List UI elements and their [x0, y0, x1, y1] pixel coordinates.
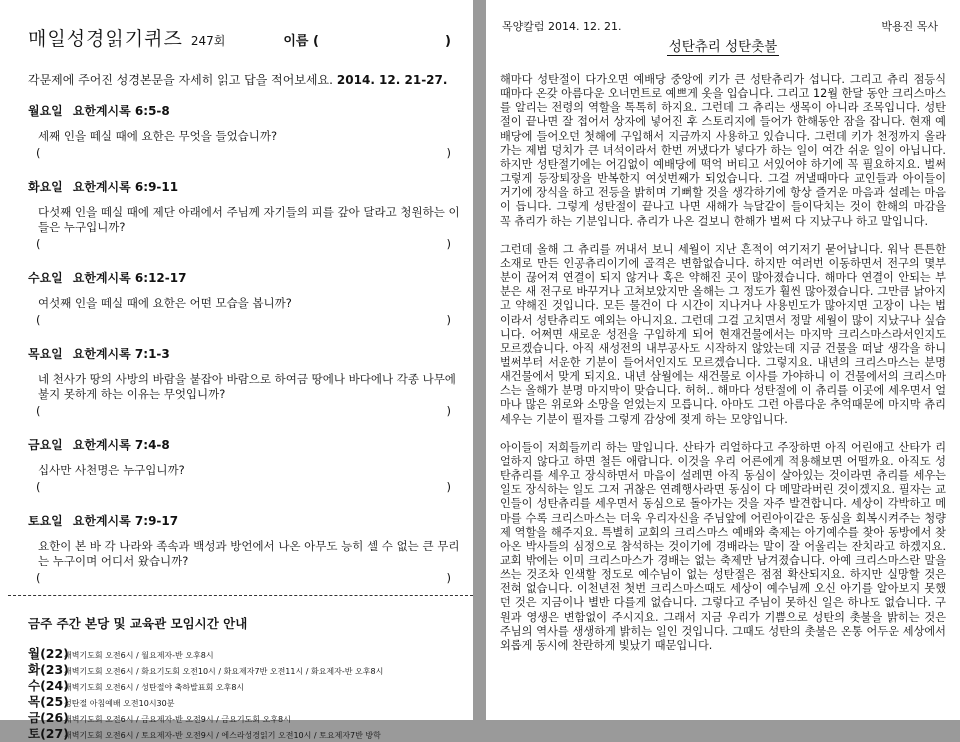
paren-close: ) — [446, 480, 451, 494]
day-scripture-ref: 요한계시록 6:12-17 — [72, 271, 187, 285]
schedule-list — [28, 644, 463, 740]
day-heading — [28, 102, 463, 119]
column-page — [486, 0, 960, 720]
schedule-text: 새벽기도회 오전6시 / 월요제자-반 오후8시 — [64, 651, 214, 660]
paren-open: ( — [36, 313, 41, 327]
schedule-day: 토(27) — [28, 726, 69, 741]
column-paragraph: 그런데 올해 그 츄리를 꺼내서 보니 세월이 지난 흔적이 여기저기 묻어납니다. 워낙 튼튼한 소재로 만든 인공츄리이기에 골격은 변함없습니다. 하지만 여러번 이동하면서 전구의 몇부분이 끊어져 연결이 되지 않거나 혹은 약해진 곳이 많아졌습니다. 해마다 연결이 안되는 부분은 새 전구로 바꾸거나 고쳐보았지만 올해는 그 정도가 훨씬 많아졌습니다. 그만큼 낡아지고 약해진 것입니다. 모든 물건이 다 시간이 지나거나 사용빈도가 많아지면 고장이 나는 법이라서 성탄츄리도 예외는 아니지요. 그런데 그걸 고치면서 정말 세월이 많이 지났구나 싶습니다. 어쩌면 새로운 성전을 구입하게 되어 현재건물에서는 마지막 크리스마스라서인지도 모르겠습니다. 아직 새성전의 내부공사도 시작하지 않았는데 지금 건물을 떠날 생각을 하니 벌써부터 서운한 기분이 들어서인지도 모르겠습니다. 그렇지요. 내년의 크리스마스는 분명 새건물에서 맞게 되지요. 내년 삼월에는 새건물로 이사를 가야하니 이 건물에서의 크리스마스는 올해가 분명 마지막이 맞습니다. 허허.. 해마다 성탄절에 이 츄리를 이곳에 세우면서 얼마나 많은 위로와 소망을 얻었는지 모릅니다. 아마도 그런 아름다운 추억때문에 마지막 츄리세우는 기분이 필자를 그렇게 감상에 젖게 하는 모양입니다. — [500, 242, 946, 426]
answer-blank[interactable] — [36, 571, 451, 585]
day-question: 세째 인을 떼실 때에 요한은 무엇을 들었습니까? — [38, 129, 278, 143]
column-header — [498, 18, 948, 34]
day-question: 십사만 사천명은 누구입니까? — [38, 463, 185, 477]
schedule-day: 화(23) — [28, 662, 69, 677]
schedule-row — [28, 644, 463, 660]
schedule-row — [28, 676, 463, 692]
day-label: 토요일 — [28, 514, 63, 528]
schedule-day: 목(25) — [28, 694, 69, 709]
day-heading — [28, 345, 463, 362]
schedule-row — [28, 660, 463, 676]
quiz-header — [28, 24, 463, 51]
answer-blank[interactable] — [36, 237, 451, 251]
column-title — [498, 35, 948, 55]
quiz-title: 매일성경읽기퀴즈 — [28, 28, 183, 50]
day-heading — [28, 436, 463, 453]
instruction-date: 2014. 12. 21-27. — [336, 73, 448, 87]
day-heading — [28, 269, 463, 286]
quiz-day — [28, 512, 463, 585]
day-label: 목요일 — [28, 347, 63, 361]
paren-close: ) — [446, 404, 451, 418]
schedule-text: 새벽기도회 오전6시 / 토요제자-반 오전9시 / 에스라성경읽기 오전10시 / 토요제자7반 방학 — [64, 731, 381, 740]
name-label-close: ) — [445, 34, 451, 49]
answer-blank[interactable] — [36, 146, 451, 160]
quiz-day — [28, 269, 463, 327]
paren-open: ( — [36, 404, 41, 418]
column-label: 목양칼럼 2014. 12. 21. — [502, 20, 622, 33]
paren-open: ( — [36, 571, 41, 585]
quiz-day — [28, 178, 463, 251]
column-author: 박용진 목사 — [881, 20, 938, 33]
schedule-day: 금(26) — [28, 710, 69, 725]
quiz-episode: 247회 — [190, 34, 226, 48]
day-heading — [28, 512, 463, 529]
paren-open: ( — [36, 146, 41, 160]
day-scripture-ref: 요한계시록 7:4-8 — [72, 438, 170, 452]
day-label: 금요일 — [28, 438, 63, 452]
paren-close: ) — [446, 237, 451, 251]
instruction-text: 각문제에 주어진 성경본문을 자세히 읽고 답을 적어보세요. — [28, 73, 333, 87]
quiz-page — [0, 0, 473, 741]
day-scripture-ref: 요한계시록 6:9-11 — [72, 180, 179, 194]
schedule-day: 수(24) — [28, 678, 69, 693]
paren-close: ) — [446, 146, 451, 160]
day-scripture-ref: 요한계시록 6:5-8 — [72, 104, 170, 118]
schedule-row — [28, 724, 463, 740]
quiz-day — [28, 436, 463, 494]
answer-blank[interactable] — [36, 480, 451, 494]
schedule-text: 새벽기도회 오전6시 / 금요제자-반 오전9시 / 금요기도회 오후8시 — [64, 715, 291, 724]
column-paragraph: 해마다 성탄절이 다가오면 예배당 중앙에 키가 큰 성탄츄리가 섭니다. 그리고 츄리 점등식 때마다 온갖 아름다운 오너먼트로 예쁘게 옷을 입습니다. 그리고 12월 한달 동안 크리스마스를 알리는 전령의 역할을 톡톡히 하지요. 그런데 그 츄리는 생목이 아니라 조목입니다. 성탄절이 끝나면 잘 접어서 상자에 넣어진 후 스토리지에 들어가 한해동안 잠을 잡니다. 현재 예배당에 들어오던 첫해에 구입해서 지금까지 사용하고 있습니다. 그런데 키가 천정까지 올라가는 제법 덩치가 큰 녀석이라서 한번 꺼냈다가 넣다가 하는 일이 여간 쉬운 일이 아닙니다. 하지만 성탄절기에는 어김없이 예배당에 떡억 버티고 서있어야 하기에 꼭 필요하지요. 벌써 그렇게 등장퇴장을 반복한지 여섯번째가 되었습니다. 그걸 꺼낼때마다 교인들과 아이들이 거기에 장식을 하고 전등을 밝히며 기뻐할 것을 생각하기에 항상 즐거운 마음과 설레는 마음이 듭니다. 그렇게 성탄절이 끝나고 나면 새해가 늑달같이 들이닥치는 것이 한해의 마감을 꼭 츄리가 하는 기분입니다. 츄리가 나온 걸보니 한해가 벌써 다 지났구나 하고 말입니다. — [500, 73, 946, 228]
schedule-day: 월(22) — [28, 646, 69, 661]
schedule-text: 새벽기도회 오전6시 / 성탄절야 축하발표회 오후8시 — [64, 683, 245, 692]
day-label: 수요일 — [28, 271, 63, 285]
day-question: 여섯째 인을 떼실 때에 요한은 어떤 모습을 봅니까? — [38, 296, 292, 310]
schedule-row — [28, 708, 463, 724]
paren-open: ( — [36, 480, 41, 494]
schedule-row — [28, 692, 463, 708]
paren-open: ( — [36, 237, 41, 251]
day-scripture-ref: 요한계시록 7:1-3 — [72, 347, 170, 361]
schedule-title: 금주 주간 본당 및 교육관 모임시간 안내 — [28, 616, 248, 631]
answer-blank[interactable] — [36, 404, 451, 418]
quiz-day — [28, 102, 463, 160]
day-scripture-ref: 요한계시록 7:9-17 — [72, 514, 179, 528]
day-heading — [28, 178, 463, 195]
day-label: 월요일 — [28, 104, 63, 118]
day-question: 다섯째 인을 떼실 때에 제단 아래에서 주님께 자기들의 피를 갚아 달라고 청원하는 이들은 누구입니까? — [38, 205, 460, 234]
schedule-text: 성탄절 아침예배 오전10시30분 — [64, 699, 175, 708]
quiz-instruction — [28, 71, 463, 88]
column-title-text: 성탄츄리 성탄촛불 — [668, 39, 778, 55]
quiz-day — [28, 345, 463, 418]
day-label: 화요일 — [28, 180, 63, 194]
day-question: 요한이 본 바 각 나라와 족속과 백성과 방언에서 나온 아무도 능히 셀 수 없는 큰 무리는 누구이며 어디서 왔습니까? — [38, 539, 460, 568]
quiz-day-list — [28, 102, 463, 585]
schedule-text: 새벽기도회 오전6시 / 화요기도회 오전10시 / 화요제자7반 오전11시 / 화요제자-반 오후8시 — [64, 667, 384, 676]
paren-close: ) — [446, 313, 451, 327]
name-label: 이름 ( — [283, 34, 319, 49]
column-body — [498, 73, 948, 653]
column-paragraph: 아이들이 저희들끼리 하는 말입니다. 산타가 리얼하다고 주장하면 아직 어린애고 산타가 리얼하지 않다고 하면 철든 애랍니다. 이것을 우리 어른에게 적용해보면 어떨까요. 아직도 성탄츄리를 세우고 장식하면서 마음이 설레면 아직 동심이 살아있는 것이라면 츄리를 세우는 일도 장식하는 일도 그저 귀찮은 연례행사라면 동심이 다 메말라버린 것이겠지요. 필자는 교인들이 성탄츄리를 세우면서 동심으로 돌아가는 것을 자주 발견합니다. 세상이 각박하고 메마를 수록 크리스마스는 더욱 우리자신을 주님앞에 어린아이같은 동심을 회복시켜주는 청량제 역할을 해주지요. 특별히 교회의 크리스마스 예배와 축제는 아기예수를 찾아 동방에서 찾아온 박사들의 심정으로 참석하는 것이기에 경배라는 말이 잘 어울리는 잔치라고 하겠지요. 교회 밖에는 이미 크리스마스가 경배는 없는 축제만 남겨졌습니다. 아예 크리스마스란 말을 쓰는 것조차 인색할 정도로 예수님이 없는 성탄절은 점점 확산되지요. 하지만 실망할 것은 전혀 없습니다. 이천년전 첫번 크리스마스때도 세상이 예수님께 오신 아기를 알아보지 못했던 것은 지금이나 별반 다를게 없습니다. 그렇다고 주님이 못하신 일은 하나도 없습니다. 구원과 영생은 변함없이 주시지요. 그래서 지금 우리가 기쁨으로 성탄의 촛불을 밝히는 것은 주님의 역사를 생생하게 밝히는 일인 것입니다. 그때도 성탄의 촛불은 온통 어두운 세상에서 외롭게 동시에 찬란하게 빛났기 때문입니다. — [500, 440, 946, 652]
answer-blank[interactable] — [36, 313, 451, 327]
day-question: 네 천사가 땅의 사방의 바람을 붙잡아 바람으로 하여금 땅에나 바다에나 각종 나무에 불지 못하게 하는 이유는 무엇입니까? — [38, 372, 456, 401]
dashed-divider — [8, 595, 473, 596]
paren-close: ) — [446, 571, 451, 585]
